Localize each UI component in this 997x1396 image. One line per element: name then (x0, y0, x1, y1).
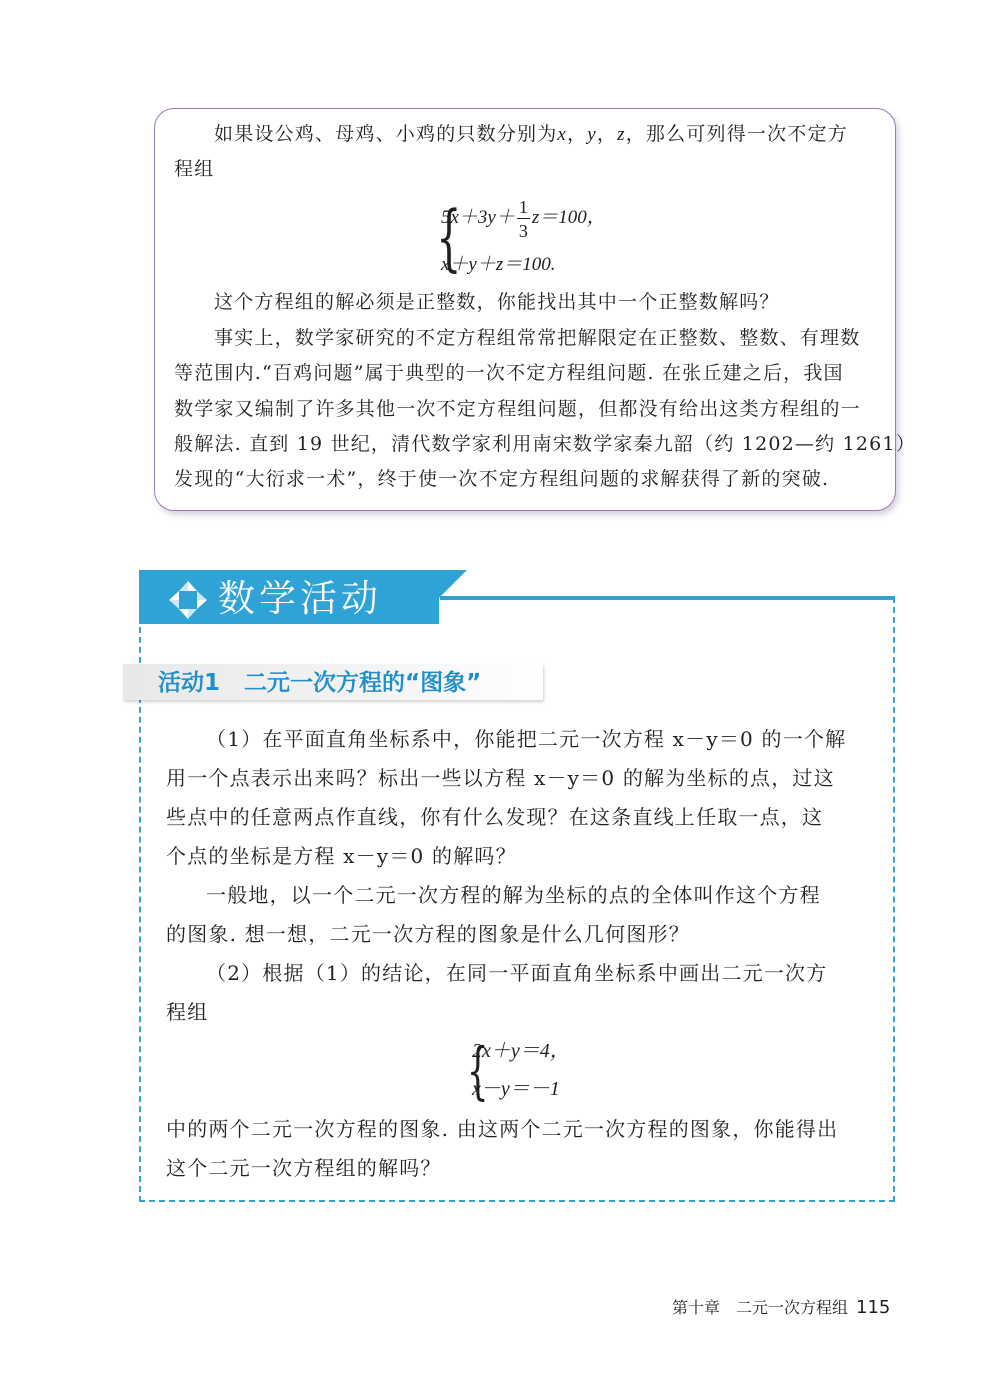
equation-2: x＋y＋z＝100. (441, 254, 556, 275)
definition-line-2: 的图象. 想一想，二元一次方程的图象是什么几何图形？ (166, 922, 690, 946)
definition-line-1: 一般地，以一个二元一次方程的解为坐标的点的全体叫作这个方程 (206, 883, 821, 907)
numerator: 1 (518, 196, 528, 217)
left-brace: { (436, 195, 462, 279)
question-2-line-2: 程组 (166, 1000, 209, 1024)
math-activity-icon (166, 578, 210, 622)
question-2-line-3: 中的两个二元一次方程的图象. 由这两个二元一次方程的图象，你能得出 (166, 1117, 839, 1141)
page-number: 115 (856, 1297, 891, 1318)
question-2-line-1: （2）根据（1）的结论，在同一平面直角坐标系中画出二元一次方 (206, 961, 828, 985)
text: 如果设公鸡、母鸡、小鸡的只数分别为 (214, 123, 558, 145)
left-brace: { (466, 1034, 489, 1107)
reading-paragraph-3-line-4: 般解法. 直到 19 世纪，清代数学家利用南宋数学家秦九韶（约 1202—约 1261） (174, 433, 916, 455)
reading-paragraph-1-line-1 (214, 116, 848, 153)
text: ，那么可列得一次不定方 (625, 123, 848, 145)
question-1-line-1: （1）在平面直角坐标系中，你能把二元一次方程 x－y＝0 的一个解 (206, 727, 847, 751)
activity-title: 二元一次方程的“图象” (244, 670, 482, 696)
activity-header-tab-corner (439, 570, 467, 598)
system-equation-2: x－y＝－1 (472, 1078, 560, 1100)
question-1-line-4: 个点的坐标是方程 x－y＝0 的解吗？ (166, 844, 517, 868)
reading-paragraph-3-line-2: 等范围内.“百鸡问题”属于典型的一次不定方程组问题. 在张丘建之后，我国 (174, 362, 844, 384)
page-footer (672, 1293, 890, 1323)
question-1-line-2: 用一个点表示出来吗？标出一些以方程 x－y＝0 的解为坐标的点，过这 (166, 766, 835, 790)
eq1-right: z＝100， (531, 207, 606, 228)
variable-y: y (587, 124, 597, 145)
separator: ， (596, 123, 618, 145)
equation-1 (441, 196, 606, 240)
eq1-left: 5x＋3y＋ (441, 207, 515, 228)
reading-paragraph-2: 这个方程组的解必须是正整数，你能找出其中一个正整数解吗？ (214, 291, 780, 313)
fraction-one-third (517, 198, 530, 240)
question-2-line-4: 这个二元一次方程组的解吗？ (166, 1156, 442, 1180)
variable-z: z (617, 124, 626, 145)
activity-sub-heading (158, 664, 481, 702)
question-1-line-3: 些点中的任意两点作直线，你有什么发现？在这条直线上任取一点，这 (166, 805, 824, 829)
chapter-title: 第十章 二元一次方程组 (672, 1298, 849, 1317)
reading-paragraph-1-line-2: 程组 (174, 158, 215, 180)
system-equation-1: 2x＋y＝4， (472, 1040, 570, 1062)
variable-x: x (557, 124, 568, 145)
reading-paragraph-3-line-3: 数学家又编制了许多其他一次不定方程组问题，但都没有给出这类方程组的一 (174, 398, 861, 420)
activity-header-rule (440, 596, 895, 600)
denominator: 3 (518, 220, 528, 241)
reading-paragraph-3-line-5: 发现的“大衍求一术”，终于使一次不定方程组问题的求解获得了新的突破. (174, 468, 830, 490)
reading-paragraph-3-line-1: 事实上，数学家研究的不定方程组常常把解限定在正整数、整数、有理数 (214, 327, 861, 349)
activity-number: 活动1 (158, 670, 221, 696)
separator: ， (567, 123, 588, 145)
activity-section-title: 数学活动 (218, 577, 382, 620)
